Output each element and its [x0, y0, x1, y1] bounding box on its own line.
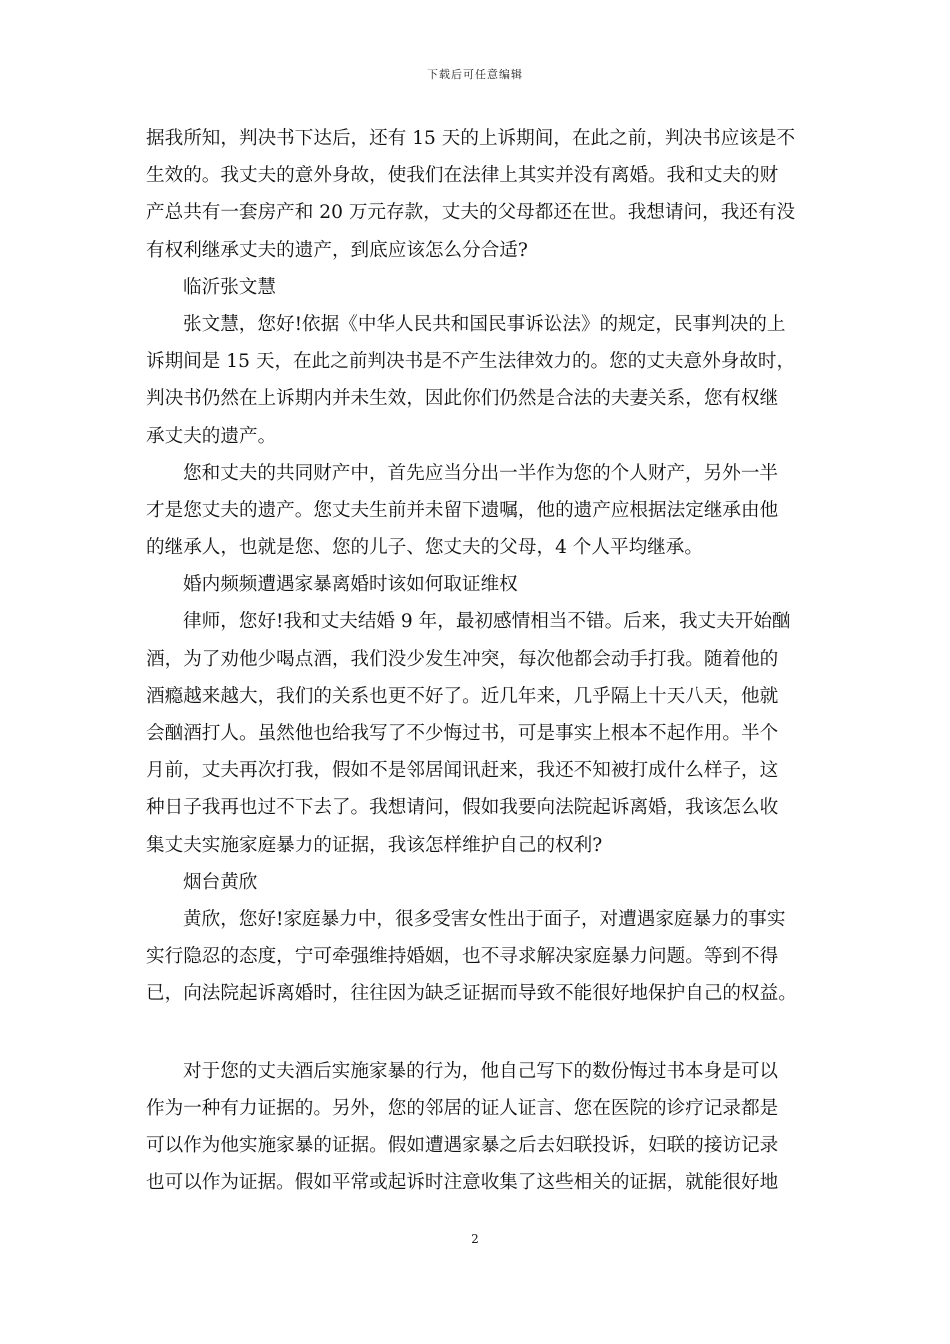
- text-line: 诉期间是 15 天，在此之前判决书是不产生法律效力的。您的丈夫意外身故时，: [146, 351, 796, 373]
- text-line: 会酗酒打人。虽然他也给我写了不少悔过书，可是事实上根本不起作用。半个: [146, 723, 779, 744]
- text-line: 产总共有一套房产和 20 万元存款，丈夫的父母都还在世。我想请问，我还有没: [146, 202, 796, 224]
- text-line: 的继承人，也就是您、您的儿子、您丈夫的父母，4 个人平均继承。: [146, 537, 703, 559]
- document-body: [146, 120, 808, 1201]
- page-number: 2: [471, 1232, 479, 1246]
- text-line: 实行隐忍的态度，宁可牵强维持婚姻，也不寻求解决家庭暴力问题。等到不得: [146, 946, 779, 968]
- text-line: 也可以作为证据。假如平常或起诉时注意收集了这些相关的证据，就能很好地: [146, 1172, 779, 1194]
- text-line: 作为一种有力证据的。另外，您的邻居的证人证言、您在医院的诊疗记录都是: [146, 1097, 779, 1119]
- text-line: 承丈夫的遗产。: [146, 425, 277, 447]
- text-line: 据我所知，判决书下达后，还有 15 天的上诉期间，在此之前，判决书应该是不: [146, 128, 796, 149]
- text-line: 张文慧，您好!依据《中华人民共和国民事诉讼法》的规定，民事判决的上: [183, 313, 786, 335]
- paragraph: [146, 566, 808, 603]
- text-line: 临沂张文慧: [183, 276, 276, 298]
- text-line: 判决书仍然在上诉期内并未生效，因此你们仍然是合法的夫妻关系，您有权继: [146, 388, 779, 410]
- paragraph: [146, 864, 808, 901]
- text-line: 您和丈夫的共同财产中，首先应当分出一半作为您的个人财产，另外一半: [183, 462, 779, 484]
- paragraph: [146, 1053, 808, 1202]
- text-line: 已，向法院起诉离婚时，往往因为缺乏证据而导致不能很好地保护自己的权益。: [146, 983, 797, 1005]
- text-line: 生效的。我丈夫的意外身故，使我们在法律上其实并没有离婚。我和丈夫的财: [146, 165, 779, 187]
- text-line: 有权利继承丈夫的遗产，到底应该怎么分合适?: [146, 239, 528, 261]
- paragraph: [146, 455, 808, 567]
- paragraph: [146, 306, 808, 455]
- text-line: 律师，您好!我和丈夫结婚 9 年，最初感情相当不错。后来，我丈夫开始酗: [183, 611, 791, 633]
- text-line: 可以作为他实施家暴的证据。假如遭遇家暴之后去妇联投诉，妇联的接访记录: [146, 1134, 779, 1156]
- page-header: 下载后可任意编辑: [427, 68, 523, 81]
- text-line: 黄欣，您好!家庭暴力中，很多受害女性出于面子，对遭遇家庭暴力的事实: [183, 908, 786, 930]
- text-line: 月前，丈夫再次打我，假如不是邻居闻讯赶来，我还不知被打成什么样子，这: [146, 760, 779, 782]
- text-line: 酒，为了劝他少喝点酒，我们没少发生冲突，每次他都会动手打我。随着他的: [146, 648, 779, 670]
- paragraph: [146, 120, 808, 269]
- text-line: 酒瘾越来越大，我们的关系也更不好了。近几年来，几乎隔上十天八天，他就: [146, 685, 779, 707]
- text-line: 种日子我再也过不下去了。我想请问，假如我要向法院起诉离婚，我该怎么收: [146, 797, 779, 819]
- paragraph: [146, 901, 808, 1013]
- text-line: 集丈夫实施家庭暴力的证据，我该怎样维护自己的权利?: [146, 834, 603, 856]
- text-line: 对于您的丈夫酒后实施家暴的行为，他自己写下的数份悔过书本身是可以: [183, 1060, 779, 1082]
- text-line: 才是您丈夫的遗产。您丈夫生前并未留下遗嘱，他的遗产应根据法定继承由他: [146, 499, 779, 521]
- text-line: 婚内频频遭遇家暴离婚时该如何取证维权: [183, 574, 518, 596]
- text-line: 烟台黄欣: [183, 871, 258, 893]
- paragraph: [146, 269, 808, 306]
- paragraph-gap: [146, 1013, 808, 1053]
- paragraph: [146, 603, 808, 863]
